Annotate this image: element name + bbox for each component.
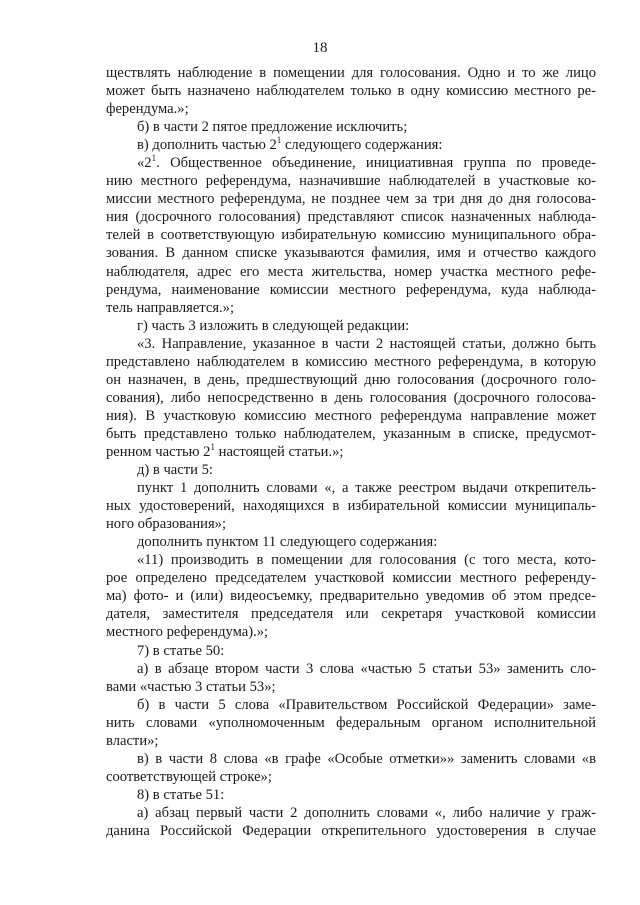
text-line [106, 100, 596, 118]
text-line [106, 317, 596, 335]
line-text: местного референдума).»; [106, 624, 269, 641]
line-text: сования), либо непосредственно в день голосования (досрочного голосова- [106, 389, 596, 406]
line-text: «3. Направление, указанное в части 2 настоящей статьи, должно быть [137, 335, 596, 352]
text-line [106, 407, 596, 425]
line-text: соответствующей строке»; [106, 768, 272, 785]
line-text-continued: . Общественное объединение, инициативная группа по проведе- [156, 155, 596, 172]
line-text: в) дополнить частью 2 [137, 137, 277, 154]
line-text: он назначен, в день, предшествующий дню голосования (досрочного голо- [106, 371, 596, 388]
text-line [106, 551, 596, 569]
text-line [106, 154, 596, 172]
line-text: рое определено председателем участковой комиссии местного референду- [106, 570, 596, 587]
line-text: зования. В данном списке указываются фамилия, имя и отчество каждого [106, 245, 596, 262]
line-text: наблюдателя, адрес его места жительства, номер участка местного рефе- [106, 263, 596, 280]
text-line [106, 804, 596, 822]
line-text: «11) производить в помещении для голосования (с того места, кото- [137, 552, 596, 569]
document-body [106, 64, 596, 840]
line-text: а) в абзаце втором части 3 слова «частью 5 статьи 53» заменить сло- [137, 660, 596, 677]
text-line [106, 533, 596, 551]
line-text: б) в части 5 слова «Правительством Российской Федерации» заме- [137, 696, 596, 713]
line-text: б) в части 2 пятое предложение исключить; [137, 119, 408, 136]
text-line [106, 479, 596, 497]
line-text: а) абзац первый части 2 дополнить словами «, либо наличие у граж- [137, 804, 596, 821]
superscript: 1 [151, 153, 157, 164]
line-text: ферендума.»; [106, 101, 189, 118]
line-text: тель направляется.»; [106, 299, 235, 316]
text-line [106, 389, 596, 407]
text-line [106, 642, 596, 660]
text-line [106, 263, 596, 281]
line-text: д) в части 5: [137, 462, 213, 479]
text-line [106, 118, 596, 136]
text-line [106, 371, 596, 389]
line-text: миссии местного референдума, не позднее чем за три дня до дня голосова- [106, 191, 596, 208]
superscript: 1 [210, 441, 215, 452]
text-line [106, 64, 596, 82]
line-text: г) часть 3 изложить в следующей редакции: [137, 317, 410, 334]
line-text: пункт 1 дополнить словами «, а также реестром выдачи открепитель- [137, 480, 596, 497]
line-text: в) в части 8 слова «в графе «Особые отметки»» заменить словами «в [137, 750, 596, 767]
line-text: телей в соответствующую избирательную комиссию муниципального обра- [106, 227, 596, 244]
text-line [106, 208, 596, 226]
line-text: 7) в статье 50: [137, 642, 225, 659]
line-text: нить словами «уполномоченным федеральным органом исполнительной [106, 714, 596, 731]
line-text: ных удостоверений, находящихся в избирательной комиссии муниципаль- [106, 498, 596, 515]
line-text-continued: следующего содержания: [281, 137, 443, 154]
text-line [106, 497, 596, 515]
text-line [106, 335, 596, 353]
line-text: может быть назначено наблюдателем только в одну комиссию местного ре- [106, 83, 596, 100]
line-text: нию местного референдума, назначившие наблюдателей в участковые ко- [106, 173, 596, 190]
text-line [106, 678, 596, 696]
text-line [106, 82, 596, 100]
line-text: ренном частью 2 [106, 443, 211, 460]
text-line [106, 587, 596, 605]
text-line [106, 425, 596, 443]
text-line [106, 569, 596, 587]
line-text: ма) фото- и (или) видеосъемку, предварительно уведомив об этом предсе- [106, 588, 596, 605]
line-text: рендума, наименование комиссии местного референдума, куда наблюда- [106, 281, 596, 298]
text-line [106, 786, 596, 804]
line-text: данина Российской Федерации открепительного удостоверения в случае [106, 822, 596, 839]
text-line [106, 515, 596, 533]
line-text: ществлять наблюдение в помещении для голосования. Одно и то же лицо [106, 65, 596, 81]
text-line [106, 190, 596, 208]
line-text: «2 [137, 155, 152, 172]
superscript: 1 [276, 135, 282, 146]
text-line [106, 353, 596, 371]
text-line [106, 714, 596, 732]
line-text: дателя, заместителя председателя или секретаря участковой комиссии [106, 606, 596, 623]
text-line [106, 660, 596, 678]
line-text: представлено наблюдателем в комиссию местного референдума, в которую [106, 353, 596, 370]
text-line [106, 822, 596, 840]
text-line [106, 623, 596, 641]
line-text: вами «частью 3 статьи 53»; [106, 678, 276, 695]
line-text: ния). В участковую комиссию местного референдума направление может [106, 407, 596, 424]
line-text: 8) в статье 51: [137, 786, 225, 803]
text-line [106, 172, 596, 190]
text-line [106, 299, 596, 317]
text-line [106, 768, 596, 786]
text-line [106, 461, 596, 479]
text-line [106, 136, 596, 154]
page-number: 18 [312, 40, 328, 56]
line-text-continued: настоящей статьи.»; [214, 443, 344, 460]
text-line [106, 732, 596, 750]
line-text: ного образования»; [106, 516, 227, 533]
text-line [106, 750, 596, 768]
text-line [106, 696, 596, 714]
line-text: дополнить пунктом 11 следующего содержания: [137, 534, 438, 551]
text-line [106, 605, 596, 623]
text-line [106, 244, 596, 262]
line-text: власти»; [106, 732, 159, 749]
text-line [106, 443, 596, 461]
text-line [106, 226, 596, 244]
line-text: быть представлено только наблюдателем, указанным в списке, предусмот- [106, 425, 596, 442]
line-text: ния (досрочного голосования) представляют список назначенных наблюда- [106, 209, 596, 226]
text-line [106, 281, 596, 299]
